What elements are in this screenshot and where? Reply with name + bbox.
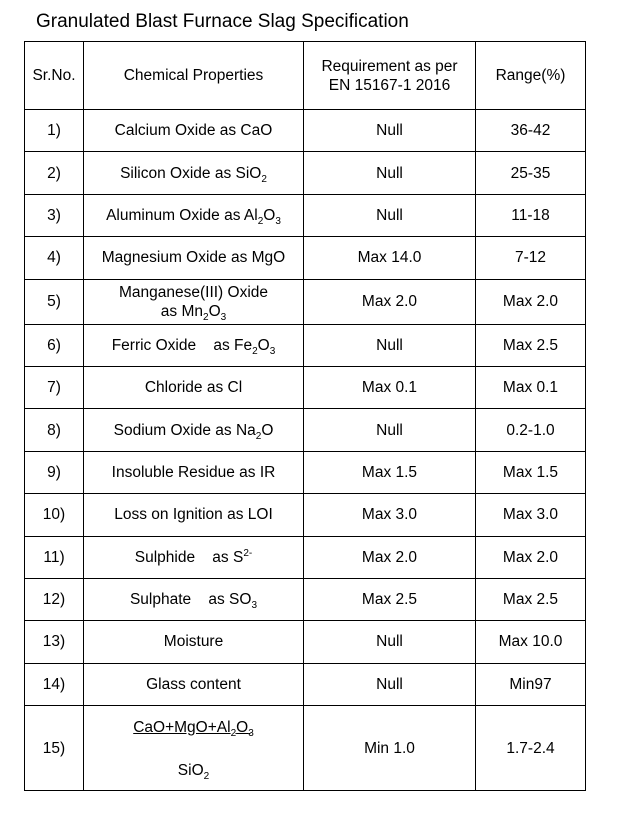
range-cell: Max 1.5	[476, 451, 586, 493]
table-row	[25, 663, 586, 705]
chemical-text: O	[208, 302, 221, 320]
sr-cell: 10)	[25, 494, 84, 536]
sr-cell: 14)	[25, 663, 84, 705]
sr-cell: 13)	[25, 621, 84, 663]
chemical-subscript: 3	[220, 311, 227, 323]
chemical-text: Sulphate as SO	[129, 591, 252, 609]
chemical-subscript: 2	[230, 728, 237, 740]
range-cell: Max 2.0	[476, 279, 586, 324]
range-cell: 11-18	[476, 194, 586, 236]
chemical-subscript: 2	[203, 771, 210, 783]
header-requirement	[304, 42, 476, 110]
range-cell: 1.7-2.4	[476, 706, 586, 791]
header-requirement-line1: Requirement as per	[321, 57, 458, 75]
chemical-cell: Moisture	[84, 621, 304, 663]
table-row	[25, 324, 586, 366]
sr-cell: 9)	[25, 451, 84, 493]
range-cell: 25-35	[476, 152, 586, 194]
chemical-text: CaO+MgO+Al	[133, 719, 231, 737]
requirement-cell: Null	[304, 152, 476, 194]
chemical-cell: Glass content	[84, 663, 304, 705]
sr-cell: 5)	[25, 279, 84, 324]
chemical-superscript: 2-	[243, 547, 253, 559]
header-sr-no: Sr.No.	[25, 42, 84, 110]
chemical-text: Silicon Oxide as SiO	[120, 164, 262, 182]
chemical-text: Ferric Oxide as Fe	[111, 336, 253, 354]
table-row	[25, 536, 586, 578]
range-cell: 36-42	[476, 110, 586, 152]
sr-cell: 12)	[25, 578, 84, 620]
chemical-text: O	[261, 421, 274, 439]
header-range: Range(%)	[476, 42, 586, 110]
chemical-cell	[84, 706, 304, 791]
requirement-cell: Max 2.0	[304, 279, 476, 324]
range-cell: 0.2-1.0	[476, 409, 586, 451]
requirement-cell: Null	[304, 621, 476, 663]
chemical-cell	[84, 152, 304, 194]
table-row	[25, 409, 586, 451]
chemical-subscript: 2	[261, 173, 267, 185]
table-row	[25, 366, 586, 408]
table-row	[25, 152, 586, 194]
chemical-cell: Calcium Oxide as CaO	[84, 110, 304, 152]
ratio-formula	[84, 706, 303, 790]
range-cell: Max 0.1	[476, 366, 586, 408]
chemical-cell: Chloride as Cl	[84, 366, 304, 408]
chemical-subscript: 3	[248, 728, 254, 740]
chemical-subscript: 2	[203, 311, 209, 323]
requirement-cell: Min 1.0	[304, 706, 476, 791]
table-row	[25, 578, 586, 620]
header-requirement-line2: EN 15167-1 2016	[328, 76, 451, 94]
range-cell: Min97	[476, 663, 586, 705]
sr-cell: 11)	[25, 536, 84, 578]
range-cell: 7-12	[476, 237, 586, 279]
chemical-cell	[84, 279, 304, 324]
chemical-cell	[84, 409, 304, 451]
chemical-subscript: 3	[269, 345, 276, 357]
chemical-subscript: 3	[251, 600, 258, 612]
ratio-numerator	[133, 718, 254, 740]
table-row	[25, 494, 586, 536]
requirement-cell: Null	[304, 194, 476, 236]
requirement-cell: Max 14.0	[304, 237, 476, 279]
chemical-cell: Magnesium Oxide as MgO	[84, 237, 304, 279]
sr-cell: 6)	[25, 324, 84, 366]
chemical-cell	[84, 536, 304, 578]
requirement-cell: Null	[304, 663, 476, 705]
table-row	[25, 279, 586, 324]
chemical-text: Sulphide as S	[134, 548, 244, 566]
table-row	[25, 237, 586, 279]
chemical-cell	[84, 578, 304, 620]
range-cell: Max 10.0	[476, 621, 586, 663]
chemical-cell: Loss on Ignition as LOI	[84, 494, 304, 536]
range-cell: Max 3.0	[476, 494, 586, 536]
chemical-text: as Mn	[160, 302, 204, 320]
specification-table	[24, 41, 586, 791]
requirement-cell: Max 2.0	[304, 536, 476, 578]
table-header-row	[25, 42, 586, 110]
sr-cell: 15)	[25, 706, 84, 791]
chemical-cell	[84, 194, 304, 236]
requirement-cell: Max 2.5	[304, 578, 476, 620]
sr-cell: 2)	[25, 152, 84, 194]
page-title: Granulated Blast Furnace Slag Specification	[36, 11, 409, 32]
requirement-cell: Null	[304, 110, 476, 152]
requirement-cell: Null	[304, 324, 476, 366]
sr-cell: 4)	[25, 237, 84, 279]
table-row	[25, 706, 586, 791]
chemical-text: Sodium Oxide as Na	[113, 421, 256, 439]
table-row	[25, 194, 586, 236]
chemical-subscript: 2	[257, 216, 264, 228]
requirement-cell: Max 0.1	[304, 366, 476, 408]
requirement-cell: Max 1.5	[304, 451, 476, 493]
chemical-text: Aluminum Oxide as Al	[106, 206, 258, 224]
chemical-cell: Insoluble Residue as IR	[84, 451, 304, 493]
chemical-subscript: 3	[275, 216, 281, 228]
table-row	[25, 451, 586, 493]
chemical-text: O	[257, 336, 270, 354]
chemical-text: SiO	[177, 762, 204, 780]
chemical-cell	[84, 324, 304, 366]
table-row	[25, 110, 586, 152]
chemical-text: Manganese(III) Oxide	[118, 283, 269, 301]
chemical-text: O	[236, 719, 249, 737]
range-cell: Max 2.0	[476, 536, 586, 578]
chemical-subscript: 2	[255, 430, 262, 442]
sr-cell: 3)	[25, 194, 84, 236]
table-row	[25, 621, 586, 663]
chemical-text: O	[263, 206, 276, 224]
sr-cell: 7)	[25, 366, 84, 408]
range-cell: Max 2.5	[476, 578, 586, 620]
range-cell: Max 2.5	[476, 324, 586, 366]
sr-cell: 1)	[25, 110, 84, 152]
requirement-cell: Max 3.0	[304, 494, 476, 536]
requirement-cell: Null	[304, 409, 476, 451]
ratio-denominator	[177, 761, 210, 783]
chemical-subscript: 2	[252, 345, 258, 357]
header-chemical-properties: Chemical Properties	[84, 42, 304, 110]
sr-cell: 8)	[25, 409, 84, 451]
